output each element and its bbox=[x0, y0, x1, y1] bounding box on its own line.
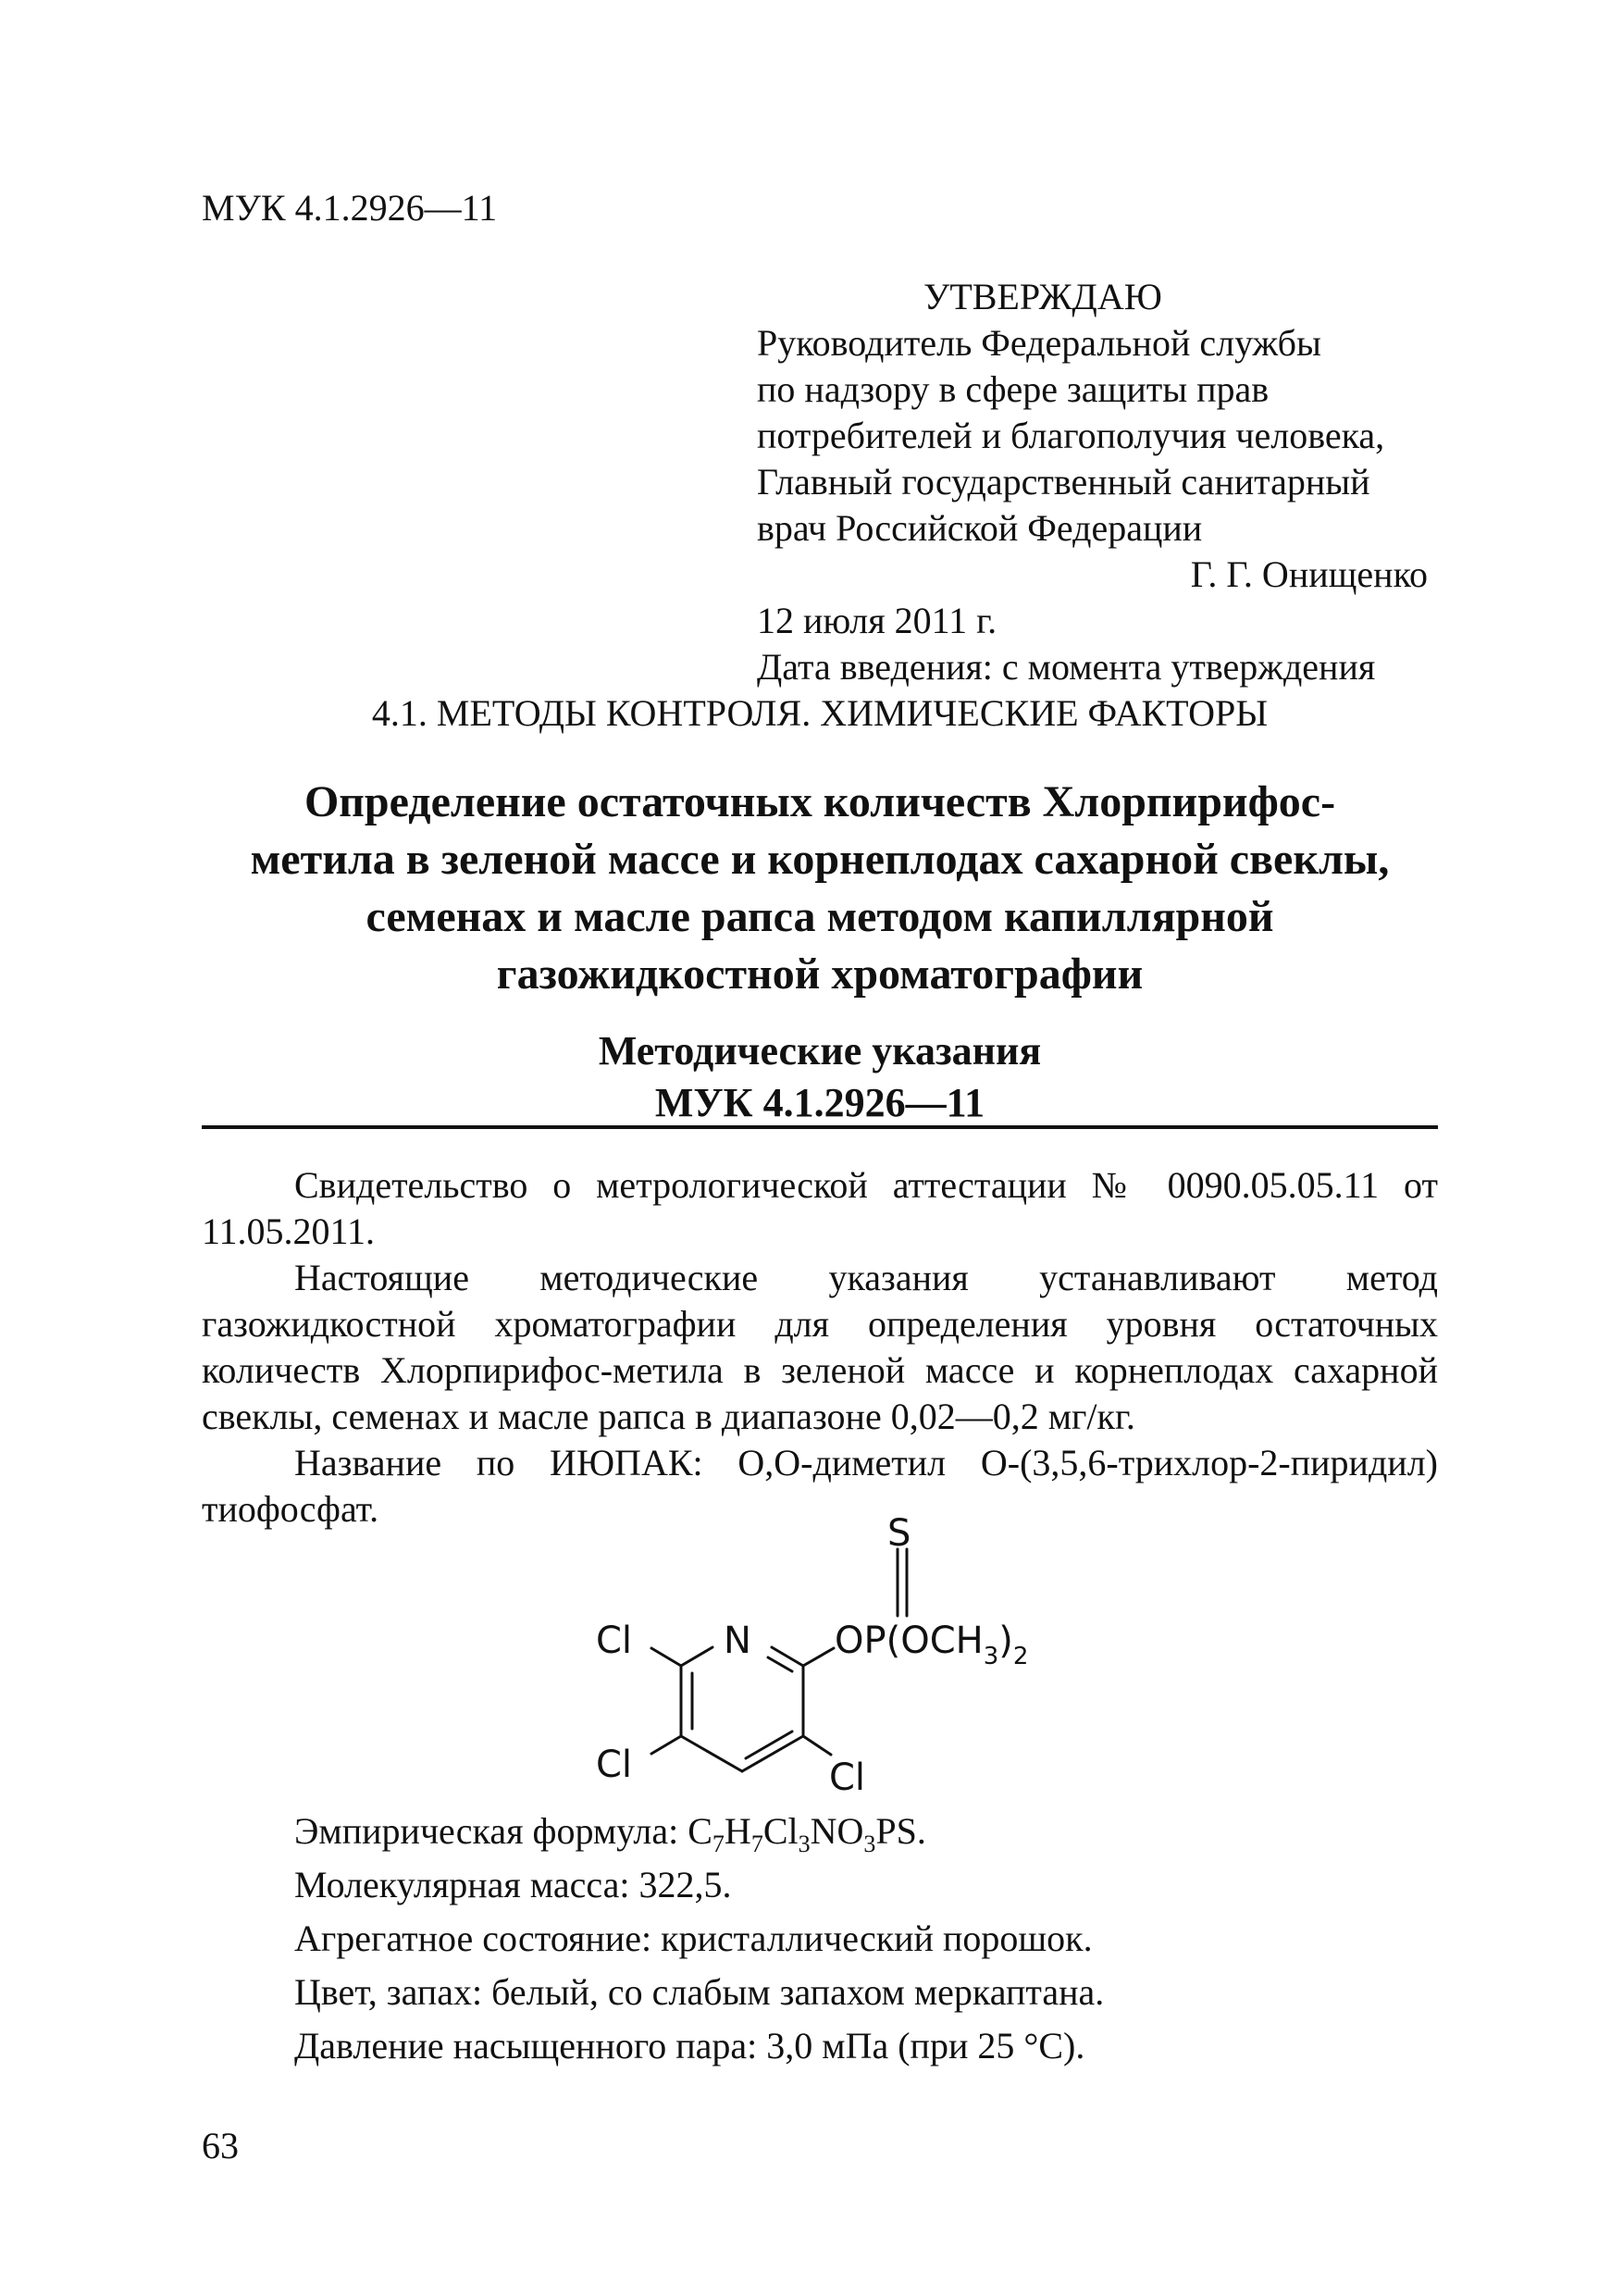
group-text: ) bbox=[998, 1620, 1013, 1662]
formula-part: Cl bbox=[762, 1810, 799, 1852]
title-line: метила в зеленой массе и корнеплодах сахарной свеклы, bbox=[250, 835, 1390, 884]
approval-line: потребителей и благополучия человека, bbox=[757, 415, 1385, 456]
formula-subscript: 3 bbox=[798, 1831, 811, 1857]
group-subscript: 3 bbox=[983, 1643, 999, 1670]
formula-part: H bbox=[724, 1810, 751, 1852]
atom-label-cl: Cl bbox=[596, 1620, 633, 1662]
paragraph-scope: Настоящие методические указания устанавливают метод газожидкостной хроматографии для определения уровня остаточных количеств Хлорпирифос-метила в зеленой массе и корнеплодах сахарной свеклы, семенах и масле рапса в диапазоне 0,02—0,2 мг/кг. bbox=[202, 1257, 1438, 1437]
title-line: Определение остаточных количеств Хлорпирифос- bbox=[304, 777, 1336, 826]
group-label bbox=[835, 1620, 1028, 1670]
substance-properties bbox=[294, 1805, 1438, 2073]
horizontal-divider bbox=[202, 1125, 1438, 1129]
approval-line: Руководитель Федеральной службы bbox=[757, 322, 1321, 364]
vapor-pressure: Давление насыщенного пара: 3,0 мПа (при 25 °С). bbox=[294, 2025, 1085, 2066]
color-smell: Цвет, запах: белый, со слабым запахом меркаптана. bbox=[294, 1971, 1105, 2013]
bond bbox=[651, 1648, 681, 1666]
atom-label-cl: Cl bbox=[596, 1744, 633, 1786]
approval-line: врач Российской Федерации bbox=[757, 507, 1203, 549]
structural-formula bbox=[572, 1507, 1090, 1803]
title-line: семенах и масле рапса методом капиллярной bbox=[365, 892, 1274, 941]
formula-subscript: 7 bbox=[750, 1831, 763, 1857]
formula-part: C bbox=[688, 1810, 712, 1852]
subtitle-line: Методические указания bbox=[598, 1028, 1042, 1074]
title-line: газожидкостной хроматографии bbox=[496, 949, 1144, 999]
approval-block bbox=[757, 274, 1432, 690]
approval-effective-date: Дата введения: с момента утверждения bbox=[757, 646, 1376, 688]
double-bond bbox=[768, 1657, 792, 1671]
page-number: 63 bbox=[202, 2125, 239, 2166]
atom-label-s: S bbox=[887, 1512, 911, 1555]
bond bbox=[681, 1736, 742, 1771]
approval-signer: Г. Г. Онищенко bbox=[1190, 553, 1428, 595]
atom-label-cl: Cl bbox=[829, 1756, 866, 1799]
atom-label-n: N bbox=[724, 1620, 751, 1662]
body-text bbox=[202, 1162, 1438, 1533]
paragraph-iupac-name: Название по ИЮПАК: О,О-диметил О-(3,5,6-трихлор-2-пиридил) тиофосфат. bbox=[202, 1442, 1438, 1530]
formula-subscript: 3 bbox=[863, 1831, 876, 1857]
bond bbox=[681, 1647, 712, 1666]
molecular-mass: Молекулярная масса: 322,5. bbox=[294, 1864, 732, 1905]
section-title: 4.1. МЕТОДЫ КОНТРОЛЯ. ХИМИЧЕСКИЕ ФАКТОРЫ bbox=[371, 692, 1269, 734]
subtitle-code: МУК 4.1.2926—11 bbox=[654, 1080, 985, 1125]
group-subscript: 2 bbox=[1012, 1643, 1029, 1670]
empirical-formula bbox=[294, 1805, 1438, 1858]
formula-part: NO bbox=[810, 1810, 864, 1852]
approval-title: УТВЕРЖДАЮ bbox=[923, 276, 1162, 317]
document-code: МУК 4.1.2926—11 bbox=[202, 187, 498, 229]
formula-subscript: 7 bbox=[712, 1831, 725, 1857]
bond bbox=[651, 1736, 681, 1754]
approval-line: по надзору в сфере защиты прав bbox=[757, 368, 1270, 410]
paragraph-certificate: Свидетельство о метрологической аттестации № 0090.05.05.11 от 11.05.2011. bbox=[202, 1164, 1438, 1252]
aggregate-state: Агрегатное состояние: кристаллический порошок. bbox=[294, 1917, 1093, 1959]
document-subtitle bbox=[202, 1025, 1438, 1129]
formula-label: Эмпирическая формула: bbox=[294, 1810, 688, 1852]
bond bbox=[803, 1736, 831, 1755]
approval-line: Главный государственный санитарный bbox=[757, 461, 1370, 503]
bond bbox=[803, 1648, 834, 1666]
formula-part: PS. bbox=[875, 1810, 926, 1852]
document-title bbox=[202, 774, 1438, 1003]
approval-date: 12 июля 2011 г. bbox=[757, 600, 997, 641]
group-text: OP(OCH bbox=[835, 1620, 984, 1662]
